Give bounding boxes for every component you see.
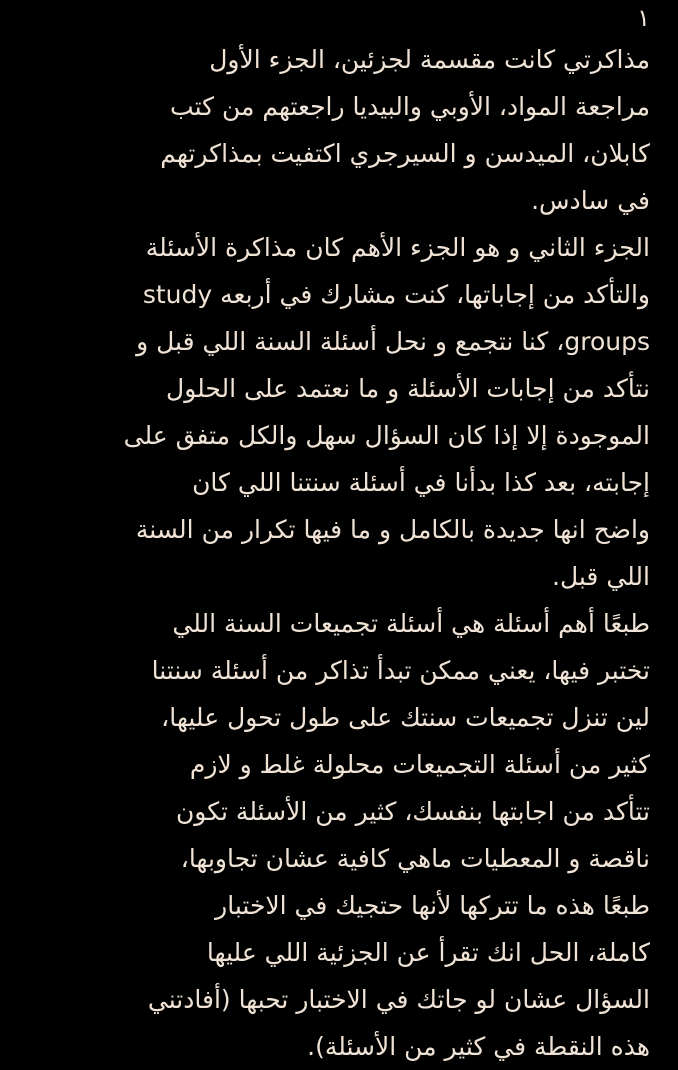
text-line: في سادس. xyxy=(531,186,650,215)
text-line: كثير من أسئلة التجميعات محلولة غلط و لازم xyxy=(189,750,650,779)
text-line: الموجودة إلا إذا كان السؤال سهل والكل متفق على xyxy=(123,421,650,450)
page-number: ١ xyxy=(637,4,650,32)
text-line: تختبر فيها، يعني ممكن تبدأ تذاكر من أسئلة سنتنا xyxy=(151,656,650,685)
text-line: واضح انها جديدة بالكامل و ما فيها تكرار من السنة xyxy=(135,515,650,544)
text-line: مذاكرتي كانت مقسمة لجزئين، الجزء الأول xyxy=(209,45,650,74)
text-line: نتأكد من إجابات الأسئلة و ما نعتمد على الحلول xyxy=(166,374,650,403)
text-line: لين تنزل تجميعات سنتك على طول تحول عليها، xyxy=(161,703,650,732)
text-line: تتأكد من اجابتها بنفسك، كثير من الأسئلة تكون xyxy=(175,797,650,826)
text-line: groups، كنا نتجمع و نحل أسئلة السنة اللي قبل و xyxy=(136,327,650,356)
text-line: اللي قبل. xyxy=(552,562,650,591)
text-line: مراجعة المواد، الأوبي والبيديا راجعتهم من كتب xyxy=(170,92,650,121)
text-line: كابلان، الميدسن و السيرجري اكتفيت بمذاكرتهم xyxy=(160,139,650,168)
text-line: والتأكد من إجاباتها، كنت مشارك في أربعه study xyxy=(142,280,650,309)
text-line: الجزء الثاني و هو الجزء الأهم كان مذاكرة الأسئلة xyxy=(145,233,650,262)
text-line: ناقصة و المعطيات ماهي كافية عشان تجاوبها، xyxy=(180,844,650,873)
text-line: السؤال عشان لو جاتك في الاختبار تحبها (أفادتني xyxy=(147,985,650,1014)
text-line: كاملة، الحل انك تقرأ عن الجزئية اللي عليها xyxy=(206,938,650,967)
document-text xyxy=(20,0,650,1070)
text-line: طبعًا هذه ما تتركها لأنها حتجيك في الاختبار xyxy=(215,891,650,920)
text-line: طبعًا أهم أسئلة هي أسئلة تجميعات السنة اللي xyxy=(172,609,650,638)
text-line: إجابته، بعد كذا بدأنا في أسئلة سنتنا اللي كان xyxy=(192,468,650,497)
text-line: هذه النقطة في كثير من الأسئلة). xyxy=(307,1032,650,1061)
